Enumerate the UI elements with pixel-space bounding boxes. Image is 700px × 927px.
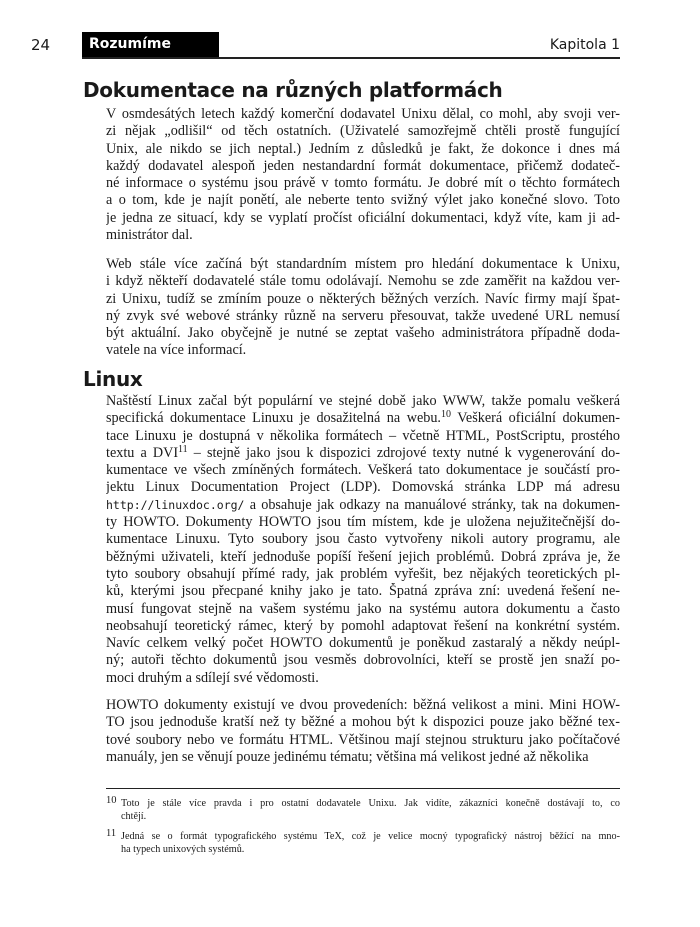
text-line: tace Linuxu je dostupná v několika formátech – včetně HTML, PostScriptu, prostého (106, 427, 620, 444)
text-line: manuály, jen se věnují pouze jedinému tématu; většina má velikost jedné až několika (106, 748, 589, 765)
text-line: kumentace Linuxu. Tyto soubory jsou často vytvořeny nikoli autory programu, ale (106, 531, 620, 548)
text-line: neobsahují teoretický rámec, který by pomohl adaptovat řešení na konkrétní systém. (106, 617, 620, 634)
paragraph (106, 256, 620, 360)
text-line (106, 497, 620, 514)
text-segment: textu a DVI (106, 444, 179, 461)
text-line: vatele na více informací. (106, 342, 247, 359)
text-line: jektu Linux Documentation Project (LDP). Domovská stránka LDP má adresu (106, 479, 620, 496)
text-line: musí fungovat stejně na vašem systému jako na systému autora dokumentu a často (106, 600, 620, 617)
text-line: zi nějak „odlišil“ od těch ostatních. (Uživatelé samozřejmě chtěli prostě fungující (106, 123, 620, 140)
footnote (106, 797, 620, 823)
text-line: kumentace ve všech zmíněných formátech. Veškerá tato dokumentace je součástí pro- (106, 462, 620, 479)
url-link: http://linuxdoc.org/ (106, 497, 245, 512)
footnote-mark: 11 (106, 828, 117, 839)
text-line: i když někteří dodavatelé stále tomu odolávají. Nemohu se zde zaměřit na každou ver- (106, 273, 620, 290)
section-heading-linux: Linux (83, 367, 143, 391)
text-line: každý dodavatel alespoň jeden nestandardní formát dokumentace, přičemž dodateč- (106, 157, 620, 174)
paragraph (106, 697, 620, 766)
paragraph (106, 106, 620, 244)
header-rule (82, 57, 620, 59)
text-line: běžnými uživateli, kteří jednoduše popíší řešení jejich problémů. Dobrá zpráva je, že (106, 548, 620, 565)
section-heading-platforms: Dokumentace na různých platformách (83, 78, 503, 102)
text-line: Naštěstí Linux začal být populární ve stejné době jako WWW, takže pomalu veškerá (106, 393, 620, 409)
text-line: ty HOWTO. Dokumenty HOWTO jsou tím místem, kde je uložena nejužitečnější do- (106, 514, 620, 531)
text-line: ný zvyk své webové stránky různě na serveru přesouvat, takže uvedené URL nemusí (106, 307, 620, 324)
chapter-label: Kapitola 1 (549, 37, 620, 53)
footnote (106, 830, 620, 856)
text-line: moci druhým a sdílejí své vědomosti. (106, 669, 319, 686)
paragraph (106, 393, 620, 687)
footnote-mark: 10 (106, 795, 117, 806)
text-line: né informace o systému jsou právě v tomto formátu. Je dobré mít o těchto formátech (106, 175, 620, 192)
footnote-line: Toto je stále více pravda i pro ostatní dodavatele Unixu. Jak vidíte, zákazníci konečně dostávají to, co (121, 798, 620, 809)
page-number: 24 (31, 36, 51, 54)
text-line: TO jsou jednoduše kratší než ty běžné a mohou být k dispozici pouze jako běžné tex- (106, 714, 620, 731)
running-title: Rozumíme UNIXu (82, 32, 219, 57)
text-line: je jedna ze situací, kdy se vyplatí pročíst oficiální dokumentaci, když víte, kam ji ad- (106, 209, 620, 226)
text-line: tové soubory nebo ve formátu HTML. Většinou mají stejnou strukturu jako počítačové (106, 731, 620, 748)
text-line: a o tom, kde je najít ponětí, ale neberte tento svižný výlet jako konečné slovo. Toto (106, 192, 620, 209)
text-line: V osmdesátých letech každý komerční dodavatel Unixu dělal, co mohl, aby svoji ver- (106, 106, 620, 122)
text-segment: – stejně jako jsou k dispozici zdrojové texty nutné k vygenerování do- (187, 444, 620, 461)
text-line (106, 445, 620, 462)
text-line: ministrátor dal. (106, 227, 193, 244)
text-line: být aktuální. Jako obyčejně je nutné se zeptat vašeho administrátora případně doda- (106, 325, 620, 342)
text-line (106, 410, 620, 427)
text-line: HOWTO dokumenty existují ve dvou provedeních: běžná velikost a mini. Mini HOW- (106, 697, 620, 713)
footnote-line: Jedná se o formát typografického systému TeX, což je velice mocný typografický nástroj běžící na mno- (121, 831, 620, 842)
text-line: tyto soubory obsahují přímé rady, jak problém vyřešit, bez nějakých teoretických pl- (106, 565, 620, 582)
text-line: Navíc celkem velký počet HOWTO dokumentů je poněkud zastaralý a někdy neúpl- (106, 635, 620, 652)
text-segment: a obsahuje jak odkazy na manuálové stránky, tak na dokumen- (244, 496, 620, 513)
text-line: ků, kterými jsou přecpané knihy jako je tato. Špatná zpráva zní: uvedená řešení ne- (106, 583, 620, 600)
footnote-line: ha typech unixových systémů. (121, 844, 245, 855)
text-line: Web stále více začíná být standardním místem pro hledání dokumentace k Unixu, (106, 256, 620, 272)
text-line: Unix, ale nikdo se jich neptal.) Jedním z důsledků je fakt, že dokonce i dnes má (106, 140, 620, 157)
footnote-rule (106, 788, 620, 789)
footnote-ref: 10 (440, 410, 451, 421)
footnote-line: chtějí. (121, 811, 147, 822)
text-segment: Veškerá oficiální dokumen- (450, 410, 620, 427)
footnote-ref: 11 (178, 444, 188, 455)
text-line: ný; autoři těchto dokumentů jsou vesměs dobrovolníci, kteří se prostě jen snaží po- (106, 652, 620, 669)
text-segment: specifická dokumentace Linuxu je dosažitelná na webu. (106, 410, 441, 427)
text-line: zi Unixu, tudíž se zmíním pouze o některých běžných verzích. Navíc firmy mají špat- (106, 290, 620, 307)
